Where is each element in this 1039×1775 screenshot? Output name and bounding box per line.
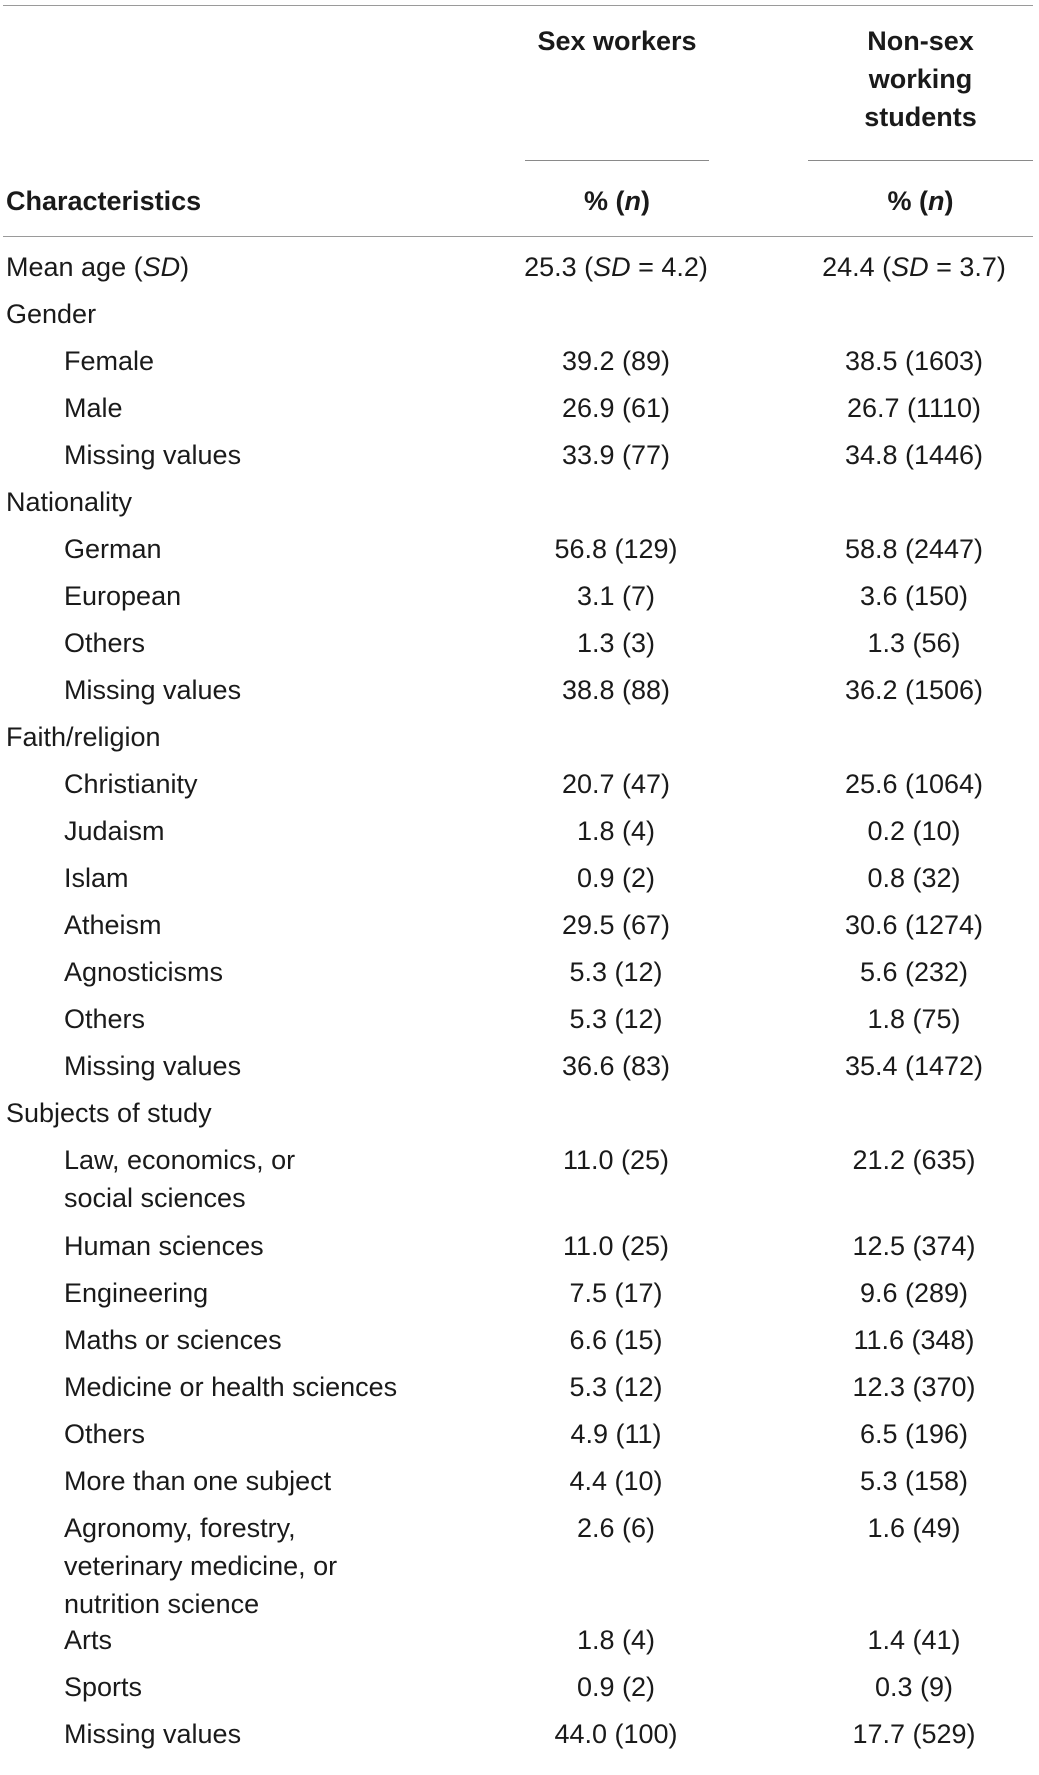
header-sex-workers: Sex workers bbox=[537, 26, 697, 56]
value-non-sex: 36.2 (1506) bbox=[844, 675, 984, 705]
row-label: Mean age (SD) bbox=[6, 252, 190, 282]
value-non-sex: 3.6 (150) bbox=[859, 581, 969, 611]
table-row bbox=[3, 953, 1033, 1000]
value-sex-workers: 1.3 (3) bbox=[576, 628, 656, 658]
row-label: Missing values bbox=[64, 1719, 242, 1749]
table-row bbox=[3, 530, 1033, 577]
value-sex-workers: 29.5 (67) bbox=[561, 910, 671, 940]
header-rule bbox=[3, 236, 1033, 237]
value-sex-workers: 36.6 (83) bbox=[561, 1051, 671, 1081]
top-rule bbox=[3, 5, 1033, 6]
value-sex-workers: 0.9 (2) bbox=[576, 863, 656, 893]
row-label: Atheism bbox=[64, 910, 162, 940]
table-row-section bbox=[3, 718, 1033, 765]
value-sex-workers: 44.0 (100) bbox=[554, 1719, 678, 1749]
section-label: Subjects of study bbox=[6, 1098, 212, 1128]
value-non-sex: 24.4 (SD = 3.7) bbox=[822, 252, 1006, 282]
value-non-sex: 17.7 (529) bbox=[852, 1719, 976, 1749]
row-label: Judaism bbox=[64, 816, 165, 846]
row-label: Engineering bbox=[64, 1278, 209, 1308]
row-label: Others bbox=[64, 1419, 146, 1449]
value-non-sex: 0.3 (9) bbox=[874, 1672, 954, 1702]
value-sex-workers: 7.5 (17) bbox=[569, 1278, 663, 1308]
value-sex-workers: 11.0 (25) bbox=[562, 1231, 670, 1261]
value-non-sex: 0.8 (32) bbox=[867, 863, 961, 893]
value-sex-workers: 4.4 (10) bbox=[569, 1466, 663, 1496]
table-row-section bbox=[3, 1094, 1033, 1141]
value-sex-workers: 26.9 (61) bbox=[561, 393, 671, 423]
value-sex-workers: 38.8 (88) bbox=[561, 675, 671, 705]
table-row bbox=[3, 1000, 1033, 1047]
row-label: More than one subject bbox=[64, 1466, 332, 1496]
pct-suffix: ) bbox=[641, 186, 650, 216]
row-label: Christianity bbox=[64, 769, 198, 799]
value-non-sex: 35.4 (1472) bbox=[844, 1051, 984, 1081]
value-sex-workers: 3.1 (7) bbox=[576, 581, 656, 611]
value-non-sex: 5.3 (158) bbox=[859, 1466, 969, 1496]
value-sex-workers: 11.0 (25) bbox=[562, 1145, 670, 1175]
table-row bbox=[3, 859, 1033, 906]
header-percent-n-sex-workers bbox=[525, 182, 709, 220]
pct-suffix: ) bbox=[944, 186, 954, 216]
value-non-sex: 21.2 (635) bbox=[852, 1145, 976, 1175]
row-label: Sports bbox=[64, 1672, 143, 1702]
value-non-sex: 11.6 (348) bbox=[853, 1325, 975, 1355]
row-label: Missing values bbox=[64, 1051, 242, 1081]
table-row bbox=[3, 1321, 1033, 1368]
value-non-sex: 1.3 (56) bbox=[867, 628, 961, 658]
table-row bbox=[3, 1668, 1033, 1715]
table-row bbox=[3, 1621, 1033, 1668]
group-rule-non-sex-working bbox=[808, 160, 1033, 161]
table-row bbox=[3, 1509, 1033, 1621]
table-row bbox=[3, 577, 1033, 624]
row-label: Agnosticisms bbox=[64, 957, 224, 987]
pct-prefix: % ( bbox=[887, 186, 928, 216]
table-row bbox=[3, 1227, 1033, 1274]
table-row bbox=[3, 342, 1033, 389]
table-row bbox=[3, 248, 1033, 295]
value-sex-workers: 4.9 (11) bbox=[570, 1419, 662, 1449]
header-non-sex-line2: working bbox=[868, 64, 973, 94]
row-label: Others bbox=[64, 628, 146, 658]
section-label: Nationality bbox=[6, 487, 133, 517]
header-non-sex-working-students bbox=[808, 22, 1033, 136]
row-label: Agronomy, forestry, veterinary medicine, or nutrition science bbox=[64, 1513, 338, 1619]
value-sex-workers: 5.3 (12) bbox=[569, 1004, 663, 1034]
row-label: Female bbox=[64, 346, 155, 376]
section-label: Gender bbox=[6, 299, 97, 329]
value-non-sex: 0.2 (10) bbox=[867, 816, 961, 846]
value-sex-workers: 39.2 (89) bbox=[561, 346, 671, 376]
value-non-sex: 25.6 (1064) bbox=[844, 769, 984, 799]
value-non-sex: 34.8 (1446) bbox=[844, 440, 984, 470]
value-sex-workers: 1.8 (4) bbox=[576, 1625, 656, 1655]
table-body bbox=[3, 248, 1033, 1762]
value-sex-workers: 2.6 (6) bbox=[576, 1513, 656, 1543]
value-non-sex: 12.5 (374) bbox=[852, 1231, 976, 1261]
value-non-sex: 26.7 (1110) bbox=[846, 393, 982, 423]
value-sex-workers: 6.6 (15) bbox=[569, 1325, 663, 1355]
group-rule-sex-workers bbox=[525, 160, 709, 161]
table-row bbox=[3, 1368, 1033, 1415]
value-non-sex: 30.6 (1274) bbox=[844, 910, 984, 940]
table-row bbox=[3, 1047, 1033, 1094]
table-row bbox=[3, 1462, 1033, 1509]
value-non-sex: 38.5 (1603) bbox=[844, 346, 984, 376]
table-row bbox=[3, 812, 1033, 859]
pct-n: n bbox=[624, 186, 641, 216]
table-row bbox=[3, 1415, 1033, 1462]
pct-n: n bbox=[928, 186, 945, 216]
value-sex-workers: 5.3 (12) bbox=[569, 1372, 663, 1402]
header-non-sex-line1: Non-sex bbox=[867, 26, 974, 56]
value-non-sex: 6.5 (196) bbox=[859, 1419, 969, 1449]
table-row bbox=[3, 1141, 1033, 1227]
table-row bbox=[3, 765, 1033, 812]
value-sex-workers: 5.3 (12) bbox=[569, 957, 663, 987]
table-row bbox=[3, 624, 1033, 671]
section-label: Faith/religion bbox=[6, 722, 161, 752]
row-label: Law, economics, or social sciences bbox=[64, 1145, 296, 1213]
value-non-sex: 1.4 (41) bbox=[867, 1625, 961, 1655]
table-row bbox=[3, 389, 1033, 436]
pct-prefix: % ( bbox=[584, 186, 625, 216]
row-label: Maths or sciences bbox=[64, 1325, 282, 1355]
table-row bbox=[3, 1274, 1033, 1321]
value-sex-workers: 20.7 (47) bbox=[561, 769, 671, 799]
table-row bbox=[3, 436, 1033, 483]
value-non-sex: 1.8 (75) bbox=[867, 1004, 961, 1034]
header-non-sex-line3: students bbox=[864, 102, 977, 132]
value-sex-workers: 25.3 (SD = 4.2) bbox=[524, 252, 708, 282]
value-non-sex: 9.6 (289) bbox=[859, 1278, 969, 1308]
value-sex-workers: 1.8 (4) bbox=[576, 816, 656, 846]
value-sex-workers: 33.9 (77) bbox=[561, 440, 671, 470]
row-label: Islam bbox=[64, 863, 129, 893]
row-label: Arts bbox=[64, 1625, 113, 1655]
value-non-sex: 58.8 (2447) bbox=[844, 534, 984, 564]
row-label: European bbox=[64, 581, 182, 611]
header-percent-n-non-sex bbox=[808, 182, 1033, 220]
value-non-sex: 12.3 (370) bbox=[852, 1372, 976, 1402]
value-non-sex: 5.6 (232) bbox=[859, 957, 969, 987]
row-label: Others bbox=[64, 1004, 146, 1034]
row-label: Missing values bbox=[64, 440, 242, 470]
table-row-section bbox=[3, 295, 1033, 342]
table-row bbox=[3, 1715, 1033, 1762]
row-label: Human sciences bbox=[64, 1231, 264, 1261]
value-sex-workers: 0.9 (2) bbox=[576, 1672, 656, 1702]
row-label: Medicine or health sciences bbox=[64, 1372, 398, 1402]
value-sex-workers: 56.8 (129) bbox=[554, 534, 678, 564]
table-row bbox=[3, 906, 1033, 953]
row-label: Missing values bbox=[64, 675, 242, 705]
table-row-section bbox=[3, 483, 1033, 530]
header-characteristics: Characteristics bbox=[6, 186, 202, 216]
value-non-sex: 1.6 (49) bbox=[867, 1513, 961, 1543]
table-row bbox=[3, 671, 1033, 718]
row-label: Male bbox=[64, 393, 123, 423]
row-label: German bbox=[64, 534, 162, 564]
